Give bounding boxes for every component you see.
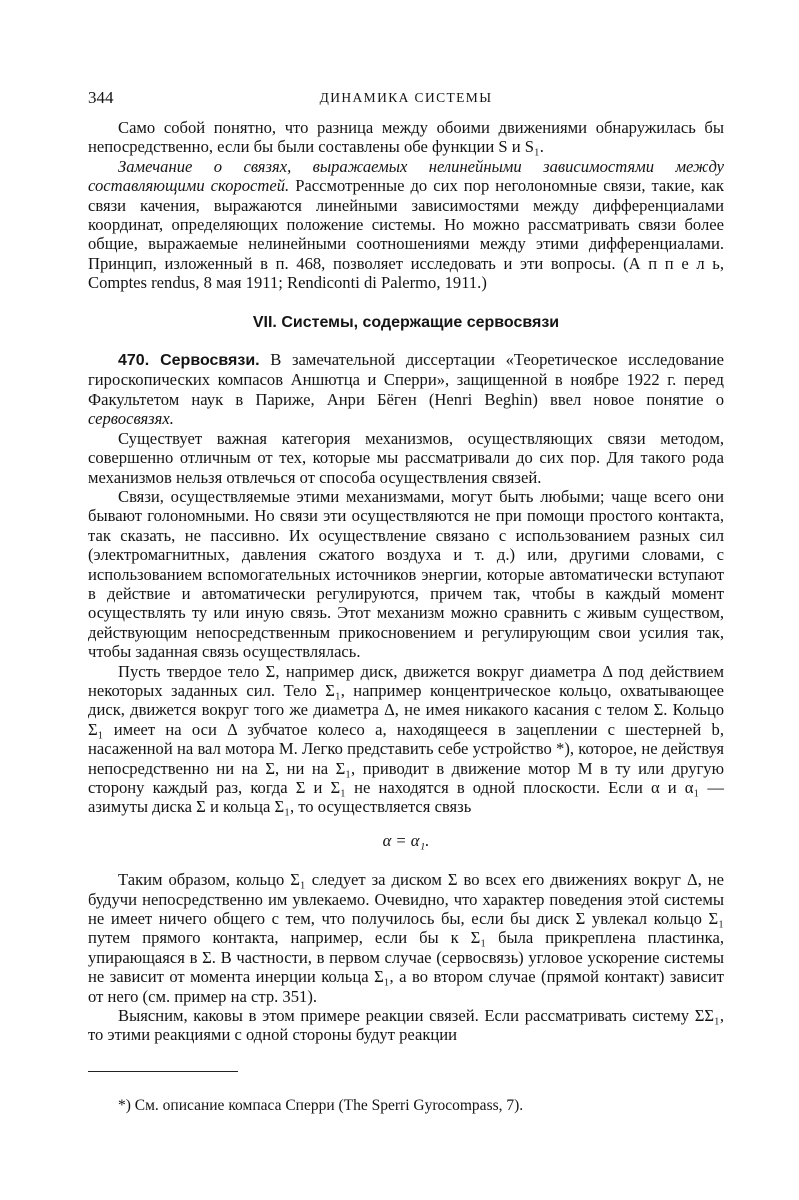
paragraph-lead: 470. Сервосвязи. bbox=[118, 352, 260, 370]
footnote-rule bbox=[88, 1071, 238, 1072]
paragraph bbox=[88, 350, 724, 429]
section-title: VII. Системы, содержащие сервосвязи bbox=[252, 313, 560, 331]
paragraph: Существует важная категория механизмов, осуществляющих связи методом, совершенно отличным от тех, которые мы рассматривали до сих пор. Для такого рода механизмов нельзя отвлечься от способа осуществления связей. bbox=[88, 428, 724, 487]
paragraph: Таким образом, кольцо Σ₁ следует за диском Σ во всех его движениях вокруг Δ, не будучи непосредственно им увлекаемо. Очевидно, что характер поведения этой системы не имеет ничего общего с тем, что получилось бы, если бы диск Σ увлекал кольцо Σ₁ путем прямого контакта, например, если бы к Σ₁ была прикреплена пластинка, упирающаяся в Σ. В частности, в первом случае (сервосвязь) угловое ускорение системы не зависит от момента инерции кольца Σ₁, а во втором случае (прямой контакт) зависит от него (см. пример на стр. 351). bbox=[88, 870, 724, 1006]
paragraph: Связи, осуществляемые этими механизмами, могут быть любыми; чаще всего они бывают голономными. Но связи эти осуществляются не при помощи простого контакта, так сказать, не пассивно. Их осуществление связано с использованием разных сил (электромагнитных, давления сжатого воздуха и т. д.) или, другими словами, с использованием вспомогательных источников энергии, которые автоматически вступают в действие и автоматически регулируются, причем так, чтобы в каждый момент осуществлять ту или иную связь. Этот механизм можно сравнить с живым существом, действующим непосредственным прикосновением и регулирующим свои усилия так, чтобы заданная связь осуществлялась. bbox=[88, 486, 724, 662]
formula: α = α₁. bbox=[382, 830, 430, 850]
paragraph-term: сервосвязях. bbox=[88, 409, 174, 429]
paragraph-lead: Замечание о связях, выражаемых нелинейными зависимостями между составляющими скоростей. bbox=[88, 156, 724, 196]
paragraph: Пусть твердое тело Σ, например диск, движется вокруг диаметра Δ под действием некоторых заданных сил. Тело Σ₁, например концентрическое кольцо, охватывающее диск, движется вокруг того же диаметра Δ, не имея никакого касания с телом Σ. Кольцо Σ₁ имеет на оси Δ зубчатое колесо a, находящееся в зацеплении с шестерней b, насаженной на вал мотора M. Легко представить себе устройство *), которое, не действуя непосредственно ни на Σ, ни на Σ₁, приводит в движение мотор M в ту или другую сторону каждый раз, когда Σ и Σ₁ не находятся в одной плоскости. Если α и α₁ — азимуты диска Σ и кольца Σ₁, то осуществляется связь bbox=[88, 661, 724, 817]
running-title: ДИНАМИКА СИСТЕМЫ bbox=[319, 90, 493, 105]
footnote: *) См. описание компаса Сперри (The Sperri Gyrocompass, 7). bbox=[118, 1096, 524, 1114]
page-header bbox=[88, 88, 724, 118]
page-number: 344 bbox=[88, 88, 114, 107]
paragraph-text: Рассмотренные до сих пор неголономные связи, такие, как связи качения, выражаются линейными зависимостями между дифференциалами координат, определяющих положение системы. Но можно рассматривать связи более общие, выражаемые нелинейными соотношениями между этими дифференциалами. Принцип, изложенный в п. 468, позволяет исследовать и эти вопросы. (А п п е л ь, Comptes rendus, 8 мая 1911; Rendiconti di Palermo, 1911.) bbox=[88, 176, 724, 293]
page-body bbox=[88, 118, 724, 1115]
book-page bbox=[88, 88, 724, 1115]
paragraph-text: В замечательной диссертации «Теоретическое исследование гироскопических компасов Аншютца и Сперри», защищенной в ноябре 1922 г. перед Факультетом наук в Париже, Анри Бёген (Henri Beghin) ввел новое понятие о bbox=[88, 350, 724, 409]
paragraph: Само собой понятно, что разница между обоими движениями обнаружилась бы непосредственно, если бы были составлены обе функции S и S₁. bbox=[88, 118, 724, 157]
paragraph: Выясним, каковы в этом примере реакции связей. Если рассматривать систему ΣΣ₁, то этими реакциями с одной стороны будут реакции bbox=[88, 1006, 724, 1045]
paragraph bbox=[88, 157, 724, 293]
